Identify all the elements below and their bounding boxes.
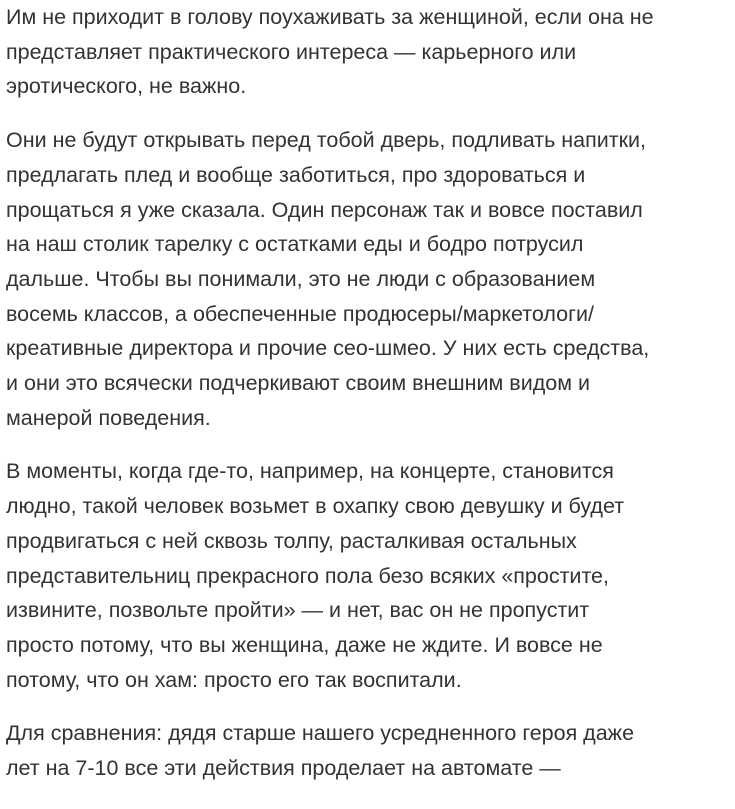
paragraph-2 bbox=[6, 123, 728, 435]
paragraph-3 bbox=[6, 454, 728, 697]
text-line: В моменты, когда где-то, например, на концерте, становится bbox=[6, 459, 614, 484]
text-line: восемь классов, а обеспеченные продюсеры/маркетологи/ bbox=[6, 301, 594, 326]
text-line: прощаться я уже сказала. Один персонаж так и вовсе поставил bbox=[6, 197, 643, 222]
text-line: манерой поведения. bbox=[6, 405, 211, 430]
text-line: продвигаться с ней сквозь толпу, расталкивая остальных bbox=[6, 528, 577, 553]
article-body bbox=[6, 0, 728, 805]
text-line: Для сравнения: дядя старше нашего усредненного героя даже bbox=[6, 721, 635, 746]
text-line: людно, такой человек возьмет в охапку свою девушку и будет bbox=[6, 494, 625, 519]
text-line: дальше. Чтобы вы понимали, это не люди с образованием bbox=[6, 266, 596, 291]
paragraph-1 bbox=[6, 0, 728, 104]
text-line: Они не будут открывать перед тобой дверь, подливать напитки, bbox=[6, 128, 647, 153]
text-line: предлагать плед и вообще заботиться, про здороваться и bbox=[6, 162, 586, 187]
text-line: потому, что он хам: просто его так воспитали. bbox=[6, 667, 462, 692]
text-line: представительниц прекрасного пола безо всяких «простите, bbox=[6, 563, 609, 588]
text-line: Им не приходит в голову поухаживать за женщиной, если она не bbox=[6, 5, 654, 29]
text-line: и они это всячески подчеркивают своим внешним видом и bbox=[6, 371, 591, 396]
text-line: эротического, не важно. bbox=[6, 74, 247, 99]
text-line: извините, позвольте пройти» — и нет, вас он не пропустит bbox=[6, 598, 590, 623]
text-line: на наш столик тарелку с остатками еды и бодро потрусил bbox=[6, 232, 584, 257]
text-line: представляет практического интереса — карьерного или bbox=[6, 39, 577, 64]
text-line: лет на 7-10 все эти действия проделает на автомате — bbox=[6, 756, 561, 781]
paragraph-4 bbox=[6, 716, 728, 785]
text-line: просто потому, что вы женщина, даже не ждите. И вовсе не bbox=[6, 632, 603, 657]
text-line: креативные директора и прочие сео-шмео. У них есть средства, bbox=[6, 336, 650, 361]
